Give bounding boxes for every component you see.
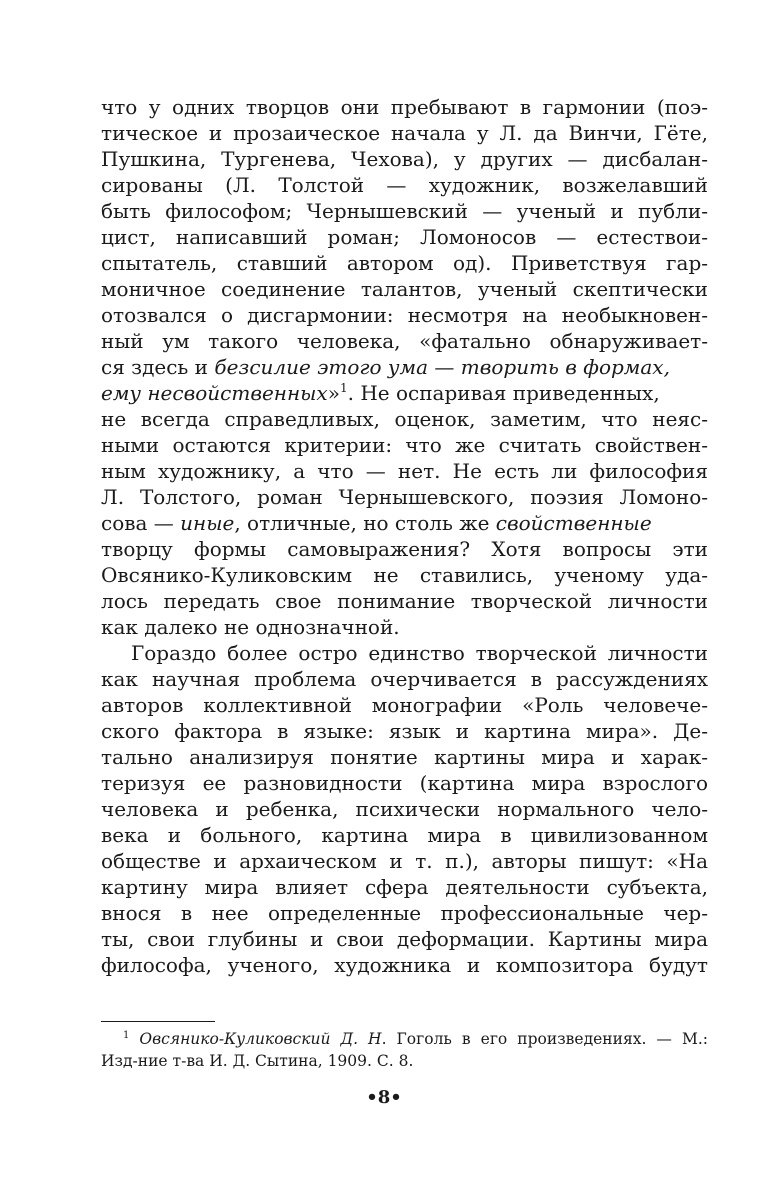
text-line: что у одних творцов они пребывают в гармонии (поэ- (101, 95, 708, 119)
text-line: картину мира влияет сфера деятельности субъекта, (101, 875, 708, 899)
page-number: •8• (366, 1087, 402, 1108)
text-line: Л. Толстого, роман Чернышевского, поэзия Ломоно- (101, 485, 708, 509)
paragraph-start-line: Гораздо более остро единство творческой личности (131, 641, 708, 665)
text-line: века и больного, картина мира в цивилизованном (101, 823, 708, 847)
text-run: » (327, 381, 340, 405)
text-line: авторов коллективной монографии «Роль человече- (101, 693, 708, 717)
footnote-author: Овсянико-Куликовский Д. Н (139, 1030, 382, 1048)
footnote (101, 1028, 708, 1072)
text-run: , отличные, но столь же (234, 511, 496, 535)
footnote-line: Изд-ние т-ва И. Д. Сытина, 1909. С. 8. (101, 1052, 414, 1070)
text-run: ся здесь и (101, 355, 215, 379)
quote-italic: ему несвойственных (101, 381, 328, 405)
text-line: тическое и прозаическое начала у Л. да Винчи, Гёте, (101, 121, 708, 145)
emphasis-italic: свойственные (495, 511, 652, 535)
text-line: отозвался о дисгармонии: несмотря на необыкновен- (101, 303, 708, 327)
text-line: как научная проблема очерчивается в рассуждениях (101, 667, 708, 691)
text-line: Овсянико-Куликовским не ставились, ученому уда- (101, 563, 708, 587)
quote-italic: безсилие этого ума — творить в формах, (214, 355, 670, 379)
text-line: теризуя ее разновидности (картина мира взрослого (101, 771, 708, 795)
body-text (101, 94, 708, 978)
footnote-ref[interactable]: 1 (339, 381, 348, 395)
text-line: как далеко не однозначной. (101, 615, 400, 639)
text-line: Пушкина, Тургенева, Чехова), у других — дисбалан- (101, 147, 708, 171)
text-line (101, 354, 708, 380)
text-line: моничное соединение талантов, ученый скептически (101, 277, 708, 301)
text-line: ского фактора в языке: язык и картина мира». Де- (101, 719, 708, 743)
text-line: обществе и архаическом и т. п.), авторы пишут: «На (101, 849, 708, 873)
text-line: быть философом; Чернышевский — ученый и публи- (101, 199, 708, 223)
text-line: внося в нее определенные профессиональные чер- (101, 901, 708, 925)
text-line: не всегда справедливых, оценок, заметим, что неяс- (101, 407, 708, 431)
text-line: тально анализируя понятие картины мира и харак- (101, 745, 708, 769)
text-line: ным художнику, а что — нет. Не есть ли философия (101, 459, 708, 483)
text-line: ты, свои глубины и свои деформации. Картины мира (101, 927, 708, 951)
text-line: творцу формы самовыражения? Хотя вопросы эти (101, 537, 708, 561)
text-line: лось передать свое понимание творческой личности (101, 589, 708, 613)
footnote-divider (101, 1021, 215, 1022)
footnote-line (101, 1028, 708, 1050)
text-line (101, 380, 708, 406)
text-line (101, 510, 708, 536)
text-run: . Не оспаривая приведенных, (347, 381, 660, 405)
text-run: сова — (101, 511, 181, 535)
footnote-title: . Гоголь в его произведениях. — М.: (381, 1030, 708, 1048)
text-line: ными остаются критерии: что же считать свойствен- (101, 433, 708, 457)
text-line: философа, ученого, художника и композитора будут (101, 953, 708, 977)
text-line: цист, написавший роман; Ломоносов — естествои- (101, 225, 708, 249)
text-line: спытатель, ставший автором од). Приветствуя гар- (101, 251, 708, 275)
emphasis-italic: иные (180, 511, 235, 535)
text-line: ный ум такого человека, «фатально обнаруживает- (101, 329, 708, 353)
text-line: человека и ребенка, психически нормального чело- (101, 797, 708, 821)
footnote-marker: 1 (123, 1030, 130, 1041)
text-line: сированы (Л. Толстой — художник, возжелавший (101, 173, 708, 197)
